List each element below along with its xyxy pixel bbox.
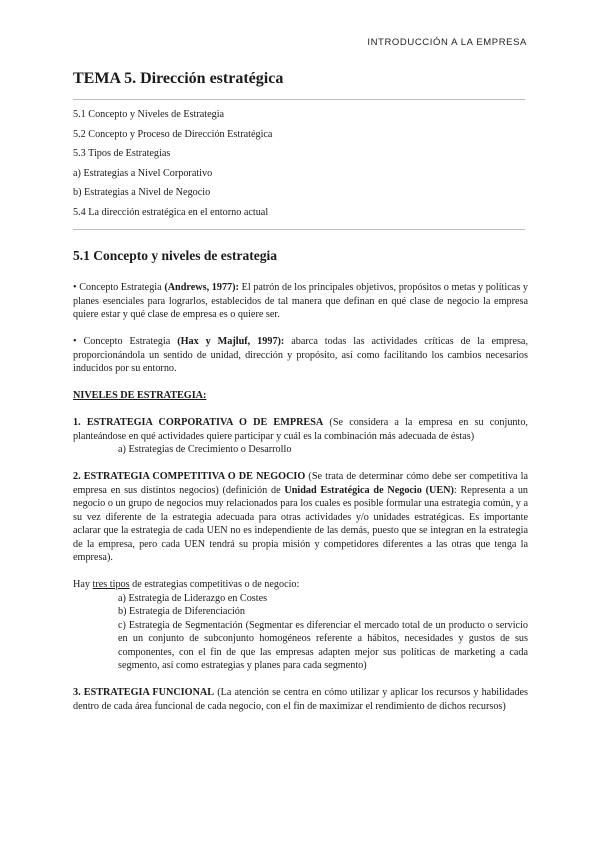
page-title: TEMA 5. Dirección estratégica bbox=[73, 70, 284, 87]
level-competitive: 2. ESTRATEGIA COMPETITIVA O DE NEGOCIO (Se trata de determinar cómo debe ser competitiva la empresa en sus distintos negocios) (definición de Unidad Estratégica de Negocio (UEN): Representa a un negocio o un grupo de negocios muy relacionados para los cuales es posible formular una estrategia común, y a su vez diferente de la estrategia adecuada para otras actividades y/o unidades estratégicas. Es importante aclarar que la estrategia de cada UEN no es independiente de las demás, puesto que se integran en la estrategia de la empresa, pero cada UEN tendrá su propia misión y competidores diferentes a las otras que tenga la empresa). bbox=[73, 471, 529, 563]
divider-bottom bbox=[73, 229, 525, 230]
toc-item: a) Estrategias a Nivel Corporativo bbox=[73, 167, 213, 179]
level-corporate: 1. ESTRATEGIA CORPORATIVA O DE EMPRESA (Se considera a la empresa en su conjunto, planteándose en qué actividades quiere participar y cuál es la combinación más adecuada de éstas) a) Estrategias de Crecimiento o Desarrollo bbox=[73, 417, 528, 455]
toc-item: 5.2 Concepto y Proceso de Dirección Estratégica bbox=[73, 128, 273, 140]
section-title: 5.1 Concepto y niveles de estrategia bbox=[73, 248, 277, 263]
table-of-contents bbox=[73, 107, 528, 225]
toc-item: 5.1 Concepto y Niveles de Estrategia bbox=[73, 109, 225, 120]
type-item: a) Estrategia de Liderazgo en Costes bbox=[118, 592, 268, 604]
toc-item: 5.3 Tipos de Estrategias bbox=[73, 148, 171, 160]
toc-item: 5.4 La dirección estratégica en el entorno actual bbox=[73, 206, 269, 218]
type-item: b) Estrategia de Diferenciación bbox=[118, 606, 245, 617]
definition-hax-majluf: • Concepto Estrategia (Hax y Majluf, 1997): abarca todas las actividades críticas de la empresa, proporcionándola un sentido de unidad, dirección y propósito, así como facilitando los cambios necesarios inducidos por su entorno. bbox=[73, 336, 528, 374]
definition-andrews: • Concepto Estrategia (Andrews, 1977): El patrón de los principales objetivos, propósitos o metas y políticas y planes esenciales para lograrlos, establecidos de tal manera que definan en qué clase de negocio la empresa quiere estar y qué clase de empresa es o quiere ser. bbox=[73, 282, 528, 320]
toc-item: b) Estrategias a Nivel de Negocio bbox=[73, 187, 211, 199]
author-citation: (Andrews, 1977): bbox=[164, 282, 239, 293]
level-label: 1. ESTRATEGIA CORPORATIVA O DE EMPRESA bbox=[73, 417, 324, 428]
uen-term: Unidad Estratégica de Negocio (UEN) bbox=[284, 484, 454, 496]
divider-top bbox=[73, 99, 525, 100]
author-citation: (Hax y Majluf, 1997): bbox=[177, 336, 285, 347]
level-subitem: a) Estrategias de Crecimiento o Desarrollo bbox=[118, 444, 292, 455]
levels-heading: NIVELES DE ESTRATEGIA: bbox=[73, 390, 207, 401]
level-functional: 3. ESTRATEGIA FUNCIONAL (La atención se centra en cómo utilizar y aplicar los recursos y habilidades dentro de cada área funcional de cada negocio, con el fin de maximizar el rendimiento de dichos recursos) bbox=[73, 687, 528, 712]
competitive-types: Hay tres tipos de estrategias competitivas o de negocio: a) Estrategia de Liderazgo en Costes b) Estrategia de Diferenciación c) Estrategia de Segmentación (Segmentar es diferenciar el mercado total de un producto o servicio en un conjunto de subconjunto homogéneos referente a hábitos, necesidades y gustos de sus componentes, con el fin de que las empresas adapten mejor sus políticas de marketing a cada segmento, así como estrategias y planes para cada segmento) bbox=[73, 579, 528, 671]
level-label: 3. ESTRATEGIA FUNCIONAL bbox=[73, 687, 215, 698]
running-header: INTRODUCCIÓN A LA EMPRESA bbox=[367, 37, 527, 48]
type-item: c) Estrategia de Segmentación (Segmentar es diferenciar el mercado total de un producto o servicio en un conjunto de subconjunto homogéneos referente a hábitos, necesidades y gustos de sus componentes, con el fin de que las empresas adapten mejor sus políticas de marketing a cada segmento, así como estrategias y planes para cada segmento) bbox=[118, 619, 528, 671]
level-label: 2. ESTRATEGIA COMPETITIVA O DE NEGOCIO bbox=[73, 471, 306, 482]
